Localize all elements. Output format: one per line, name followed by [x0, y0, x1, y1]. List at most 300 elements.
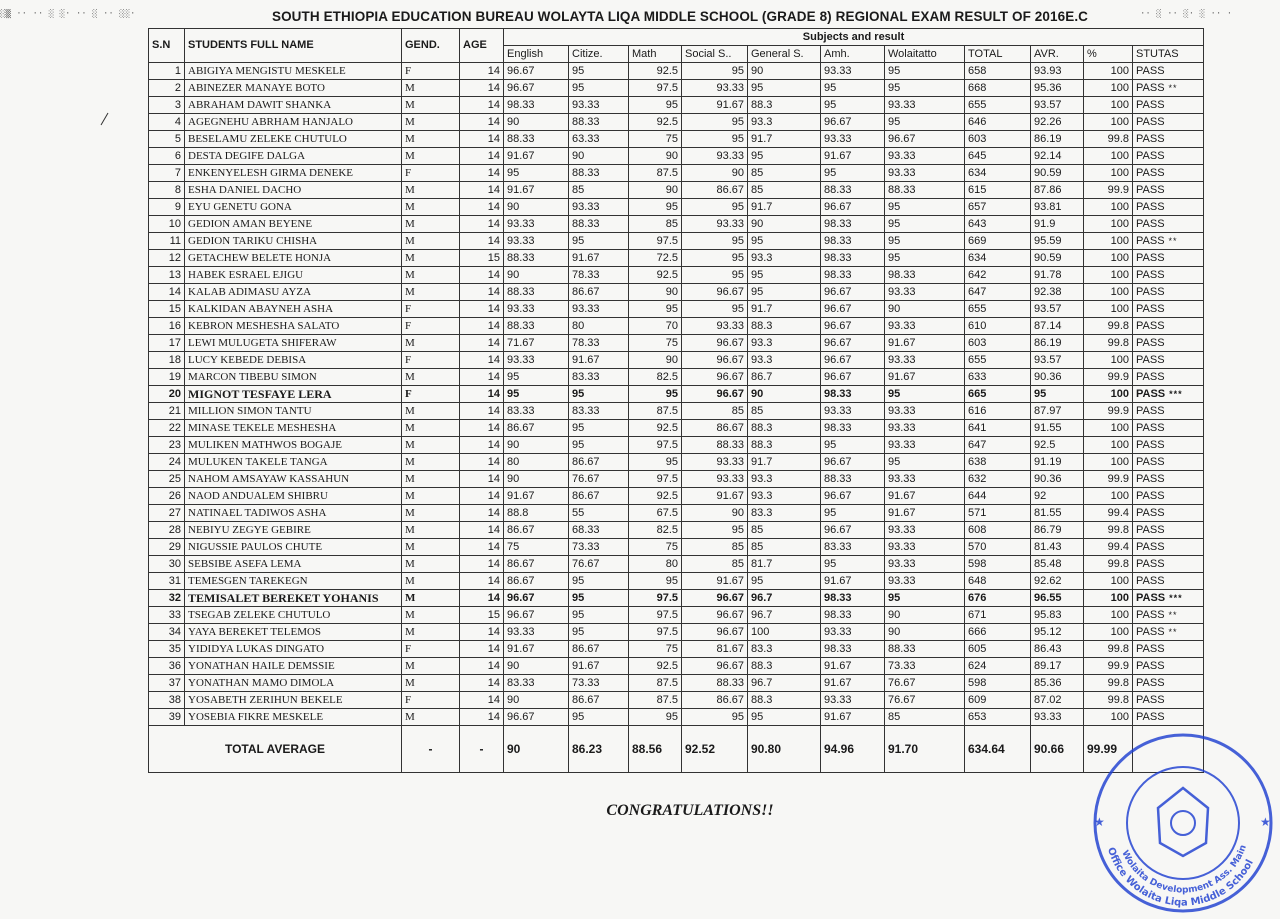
row-total: 603	[965, 131, 1031, 148]
row-wolaitatto: 93.33	[885, 420, 965, 437]
row-percent: 99.9	[1084, 369, 1133, 386]
row-math: 85	[629, 216, 682, 233]
row-age: 14	[460, 182, 504, 199]
row-amharic: 98.33	[821, 420, 885, 437]
row-total: 671	[965, 607, 1031, 624]
status-text: PASS	[1136, 540, 1165, 553]
row-age: 14	[460, 692, 504, 709]
row-math: 75	[629, 335, 682, 352]
status-text: PASS	[1136, 132, 1165, 145]
row-status	[1133, 505, 1204, 522]
row-social: 96.67	[682, 624, 748, 641]
row-percent: 99.8	[1084, 335, 1133, 352]
row-name: EYU GENETU GONA	[185, 199, 402, 216]
row-gender: M	[402, 454, 460, 471]
student-rows	[149, 63, 1204, 726]
row-gender: M	[402, 590, 460, 607]
row-percent: 99.9	[1084, 403, 1133, 420]
row-name: MULUKEN TAKELE TANGA	[185, 454, 402, 471]
table-row	[149, 148, 1204, 165]
page-title: SOUTH ETHIOPIA EDUCATION BUREAU WOLAYTA LIQA MIDDLE SCHOOL (GRADE 8) REGIONAL EXAM RESULT OF 2016E.C	[271, 9, 1089, 24]
row-age: 14	[460, 369, 504, 386]
row-sn: 10	[149, 216, 185, 233]
col-general: General S.	[748, 46, 821, 63]
row-age: 14	[460, 233, 504, 250]
row-social: 96.67	[682, 335, 748, 352]
table-row	[149, 403, 1204, 420]
row-wolaitatto: 95	[885, 386, 965, 403]
row-percent: 99.8	[1084, 522, 1133, 539]
row-total: 634	[965, 165, 1031, 182]
row-age: 14	[460, 148, 504, 165]
row-sn: 18	[149, 352, 185, 369]
row-social: 96.67	[682, 352, 748, 369]
row-english: 90	[504, 471, 569, 488]
row-total: 666	[965, 624, 1031, 641]
row-english: 91.67	[504, 148, 569, 165]
row-gender: M	[402, 522, 460, 539]
row-civics: 95	[569, 437, 629, 454]
table-row	[149, 675, 1204, 692]
row-percent: 100	[1084, 199, 1133, 216]
row-amharic: 95	[821, 80, 885, 97]
row-math: 87.5	[629, 675, 682, 692]
table-row	[149, 437, 1204, 454]
row-name: LEWI MULUGETA SHIFERAW	[185, 335, 402, 352]
table-row	[149, 369, 1204, 386]
row-civics: 85	[569, 182, 629, 199]
row-wolaitatto: 90	[885, 301, 965, 318]
row-general: 88.3	[748, 97, 821, 114]
row-name: LUCY KEBEDE DEBISA	[185, 352, 402, 369]
row-status	[1133, 335, 1204, 352]
row-math: 95	[629, 301, 682, 318]
row-social: 93.33	[682, 148, 748, 165]
row-sn: 6	[149, 148, 185, 165]
row-name: TSEGAB ZELEKE CHUTULO	[185, 607, 402, 624]
row-social: 93.33	[682, 216, 748, 233]
row-civics: 95	[569, 233, 629, 250]
row-total: 633	[965, 369, 1031, 386]
row-general: 90	[748, 386, 821, 403]
row-status	[1133, 556, 1204, 573]
status-text: PASS	[1136, 676, 1165, 689]
rank-stars: **	[1168, 626, 1178, 637]
table-row	[149, 454, 1204, 471]
row-gender: M	[402, 199, 460, 216]
status-text: PASS	[1136, 98, 1165, 111]
row-status	[1133, 403, 1204, 420]
row-status	[1133, 114, 1204, 131]
row-amharic: 93.33	[821, 692, 885, 709]
row-age: 14	[460, 63, 504, 80]
row-wolaitatto: 95	[885, 250, 965, 267]
row-gender: M	[402, 250, 460, 267]
row-social: 81.67	[682, 641, 748, 658]
row-general: 83.3	[748, 641, 821, 658]
row-gender: F	[402, 301, 460, 318]
row-percent: 99.9	[1084, 658, 1133, 675]
total-average-row	[149, 726, 1204, 773]
row-gender: M	[402, 658, 460, 675]
row-math: 95	[629, 454, 682, 471]
row-average: 92.5	[1031, 437, 1084, 454]
row-gender: M	[402, 403, 460, 420]
row-total: 632	[965, 471, 1031, 488]
row-age: 14	[460, 318, 504, 335]
row-gender: M	[402, 131, 460, 148]
row-english: 95	[504, 386, 569, 403]
row-wolaitatto: 95	[885, 216, 965, 233]
row-civics: 93.33	[569, 301, 629, 318]
row-status	[1133, 709, 1204, 726]
row-sn: 19	[149, 369, 185, 386]
row-status	[1133, 454, 1204, 471]
row-civics: 73.33	[569, 675, 629, 692]
row-wolaitatto: 88.33	[885, 182, 965, 199]
row-amharic: 98.33	[821, 386, 885, 403]
row-general: 93.3	[748, 335, 821, 352]
table-row	[149, 182, 1204, 199]
row-gender: M	[402, 97, 460, 114]
row-percent: 100	[1084, 437, 1133, 454]
row-sn: 22	[149, 420, 185, 437]
stamp-line-2: Office Wolaita Liqa Middle School	[1104, 846, 1256, 909]
row-english: 86.67	[504, 556, 569, 573]
row-general: 96.7	[748, 675, 821, 692]
status-text: PASS	[1136, 455, 1165, 468]
row-gender: M	[402, 216, 460, 233]
row-sn: 38	[149, 692, 185, 709]
col-wolaitatto: Wolaitatto	[885, 46, 965, 63]
total-english: 90	[504, 726, 569, 773]
status-text: PASS	[1136, 251, 1165, 264]
row-average: 90.59	[1031, 250, 1084, 267]
row-sn: 2	[149, 80, 185, 97]
row-math: 95	[629, 386, 682, 403]
row-total: 610	[965, 318, 1031, 335]
row-percent: 100	[1084, 284, 1133, 301]
row-sn: 17	[149, 335, 185, 352]
row-wolaitatto: 93.33	[885, 403, 965, 420]
row-math: 97.5	[629, 471, 682, 488]
table-row	[149, 301, 1204, 318]
row-general: 88.3	[748, 658, 821, 675]
row-math: 95	[629, 199, 682, 216]
row-percent: 100	[1084, 216, 1133, 233]
row-average: 95	[1031, 386, 1084, 403]
row-social: 86.67	[682, 692, 748, 709]
table-row	[149, 165, 1204, 182]
table-row	[149, 522, 1204, 539]
row-percent: 100	[1084, 386, 1133, 403]
table-row	[149, 352, 1204, 369]
row-wolaitatto: 91.67	[885, 335, 965, 352]
table-row	[149, 709, 1204, 726]
table-row	[149, 199, 1204, 216]
row-civics: 88.33	[569, 114, 629, 131]
row-name: YOSABETH ZERIHUN BEKELE	[185, 692, 402, 709]
row-amharic: 95	[821, 97, 885, 114]
table-row	[149, 284, 1204, 301]
row-age: 14	[460, 658, 504, 675]
row-wolaitatto: 76.67	[885, 675, 965, 692]
status-text: PASS	[1136, 319, 1165, 332]
row-percent: 99.8	[1084, 641, 1133, 658]
row-age: 14	[460, 641, 504, 658]
table-row	[149, 505, 1204, 522]
row-average: 91.78	[1031, 267, 1084, 284]
table-row	[149, 250, 1204, 267]
row-name: ESHA DANIEL DACHO	[185, 182, 402, 199]
row-total: 608	[965, 522, 1031, 539]
row-amharic: 98.33	[821, 607, 885, 624]
row-social: 93.33	[682, 471, 748, 488]
row-general: 93.3	[748, 250, 821, 267]
row-average: 93.93	[1031, 63, 1084, 80]
row-wolaitatto: 90	[885, 607, 965, 624]
row-name: GEDION AMAN BEYENE	[185, 216, 402, 233]
row-social: 95	[682, 250, 748, 267]
table-row	[149, 607, 1204, 624]
row-amharic: 96.67	[821, 488, 885, 505]
row-general: 95	[748, 284, 821, 301]
row-status	[1133, 233, 1204, 250]
total-amharic: 94.96	[821, 726, 885, 773]
row-total: 570	[965, 539, 1031, 556]
status-text: PASS	[1136, 370, 1165, 383]
status-text: PASS	[1136, 659, 1165, 672]
row-social: 95	[682, 709, 748, 726]
row-social: 93.33	[682, 454, 748, 471]
row-english: 86.67	[504, 420, 569, 437]
row-status	[1133, 692, 1204, 709]
row-status	[1133, 573, 1204, 590]
row-general: 91.7	[748, 131, 821, 148]
row-general: 100	[748, 624, 821, 641]
row-total: 655	[965, 301, 1031, 318]
row-general: 95	[748, 709, 821, 726]
row-social: 91.67	[682, 488, 748, 505]
row-wolaitatto: 95	[885, 454, 965, 471]
row-civics: 95	[569, 573, 629, 590]
row-sn: 30	[149, 556, 185, 573]
total-math: 88.56	[629, 726, 682, 773]
row-total: 642	[965, 267, 1031, 284]
edge-noise-right: ·· ░ ·· ░· ░ ·· ·	[1140, 9, 1233, 19]
row-amharic: 93.33	[821, 131, 885, 148]
col-total: TOTAL	[965, 46, 1031, 63]
row-social: 95	[682, 301, 748, 318]
row-civics: 95	[569, 386, 629, 403]
row-english: 88.8	[504, 505, 569, 522]
status-text: PASS	[1136, 115, 1165, 128]
row-name: SEBSIBE ASEFA LEMA	[185, 556, 402, 573]
row-name: MINASE TEKELE MESHESHA	[185, 420, 402, 437]
row-gender: M	[402, 471, 460, 488]
row-math: 80	[629, 556, 682, 573]
row-english: 96.67	[504, 63, 569, 80]
row-english: 83.33	[504, 675, 569, 692]
row-math: 70	[629, 318, 682, 335]
row-age: 14	[460, 590, 504, 607]
status-text: PASS	[1136, 421, 1165, 434]
row-gender: F	[402, 165, 460, 182]
total-gender: -	[402, 726, 460, 773]
row-name: NIGUSSIE PAULOS CHUTE	[185, 539, 402, 556]
row-status	[1133, 675, 1204, 692]
row-english: 88.33	[504, 250, 569, 267]
row-general: 95	[748, 573, 821, 590]
row-percent: 100	[1084, 420, 1133, 437]
row-sn: 31	[149, 573, 185, 590]
row-wolaitatto: 93.33	[885, 471, 965, 488]
row-sn: 36	[149, 658, 185, 675]
row-gender: M	[402, 505, 460, 522]
row-civics: 83.33	[569, 369, 629, 386]
row-english: 98.33	[504, 97, 569, 114]
row-amharic: 96.67	[821, 199, 885, 216]
row-amharic: 93.33	[821, 63, 885, 80]
row-total: 648	[965, 573, 1031, 590]
row-civics: 86.67	[569, 692, 629, 709]
row-sn: 33	[149, 607, 185, 624]
row-math: 67.5	[629, 505, 682, 522]
status-text: PASS	[1136, 489, 1165, 502]
row-sn: 34	[149, 624, 185, 641]
row-civics: 63.33	[569, 131, 629, 148]
row-social: 90	[682, 505, 748, 522]
row-social: 91.67	[682, 573, 748, 590]
row-status	[1133, 369, 1204, 386]
row-gender: M	[402, 488, 460, 505]
row-total: 653	[965, 709, 1031, 726]
row-english: 90	[504, 114, 569, 131]
row-sn: 8	[149, 182, 185, 199]
row-average: 95.59	[1031, 233, 1084, 250]
row-amharic: 98.33	[821, 267, 885, 284]
col-civics: Citize.	[569, 46, 629, 63]
row-status	[1133, 97, 1204, 114]
row-status	[1133, 437, 1204, 454]
row-wolaitatto: 90	[885, 624, 965, 641]
status-text: PASS	[1136, 404, 1165, 417]
row-gender: M	[402, 369, 460, 386]
row-social: 96.67	[682, 369, 748, 386]
row-general: 90	[748, 63, 821, 80]
row-status	[1133, 165, 1204, 182]
total-total: 634.64	[965, 726, 1031, 773]
row-english: 86.67	[504, 522, 569, 539]
row-amharic: 96.67	[821, 522, 885, 539]
row-gender: F	[402, 386, 460, 403]
row-sn: 32	[149, 590, 185, 607]
row-math: 95	[629, 709, 682, 726]
row-english: 90	[504, 267, 569, 284]
row-math: 87.5	[629, 165, 682, 182]
row-gender: M	[402, 573, 460, 590]
row-civics: 78.33	[569, 267, 629, 284]
status-text: PASS	[1136, 217, 1165, 230]
row-social: 90	[682, 165, 748, 182]
total-average: 90.66	[1031, 726, 1084, 773]
row-civics: 95	[569, 420, 629, 437]
row-status	[1133, 539, 1204, 556]
row-average: 93.57	[1031, 97, 1084, 114]
row-amharic: 96.67	[821, 352, 885, 369]
row-sn: 13	[149, 267, 185, 284]
row-general: 96.7	[748, 590, 821, 607]
row-amharic: 98.33	[821, 250, 885, 267]
status-text: PASS	[1136, 506, 1165, 519]
row-total: 643	[965, 216, 1031, 233]
row-status	[1133, 284, 1204, 301]
row-sn: 37	[149, 675, 185, 692]
row-wolaitatto: 93.33	[885, 352, 965, 369]
row-percent: 100	[1084, 624, 1133, 641]
row-name: ENKENYELESH GIRMA DENEKE	[185, 165, 402, 182]
row-total: 646	[965, 114, 1031, 131]
row-general: 83.3	[748, 505, 821, 522]
row-social: 86.67	[682, 420, 748, 437]
status-text: PASS	[1136, 234, 1165, 247]
row-general: 81.7	[748, 556, 821, 573]
row-status	[1133, 131, 1204, 148]
row-percent: 99.8	[1084, 692, 1133, 709]
row-name: YONATHAN HAILE DEMSSIE	[185, 658, 402, 675]
row-name: TEMESGEN TAREKEGN	[185, 573, 402, 590]
row-sn: 11	[149, 233, 185, 250]
table-row	[149, 318, 1204, 335]
row-math: 72.5	[629, 250, 682, 267]
col-sn: S.N	[149, 29, 185, 63]
row-social: 86.67	[682, 182, 748, 199]
row-wolaitatto: 98.33	[885, 267, 965, 284]
row-percent: 100	[1084, 454, 1133, 471]
row-percent: 100	[1084, 709, 1133, 726]
row-sn: 15	[149, 301, 185, 318]
row-sn: 28	[149, 522, 185, 539]
row-amharic: 88.33	[821, 471, 885, 488]
row-percent: 100	[1084, 80, 1133, 97]
row-social: 85	[682, 539, 748, 556]
row-social: 96.67	[682, 386, 748, 403]
table-row	[149, 63, 1204, 80]
row-name: KALAB ADIMASU AYZA	[185, 284, 402, 301]
row-status	[1133, 471, 1204, 488]
row-math: 92.5	[629, 420, 682, 437]
row-amharic: 95	[821, 505, 885, 522]
row-name: GETACHEW BELETE HONJA	[185, 250, 402, 267]
status-text: PASS	[1136, 625, 1165, 638]
status-text: PASS	[1136, 693, 1165, 706]
row-english: 93.33	[504, 301, 569, 318]
table-row	[149, 114, 1204, 131]
row-age: 14	[460, 539, 504, 556]
row-civics: 76.67	[569, 556, 629, 573]
row-general: 93.3	[748, 352, 821, 369]
row-name: YAYA BEREKET TELEMOS	[185, 624, 402, 641]
row-social: 85	[682, 403, 748, 420]
row-status	[1133, 488, 1204, 505]
row-social: 95	[682, 233, 748, 250]
row-math: 95	[629, 573, 682, 590]
table-row	[149, 420, 1204, 437]
row-wolaitatto: 93.33	[885, 284, 965, 301]
row-total: 615	[965, 182, 1031, 199]
row-total: 657	[965, 199, 1031, 216]
row-general: 93.3	[748, 488, 821, 505]
